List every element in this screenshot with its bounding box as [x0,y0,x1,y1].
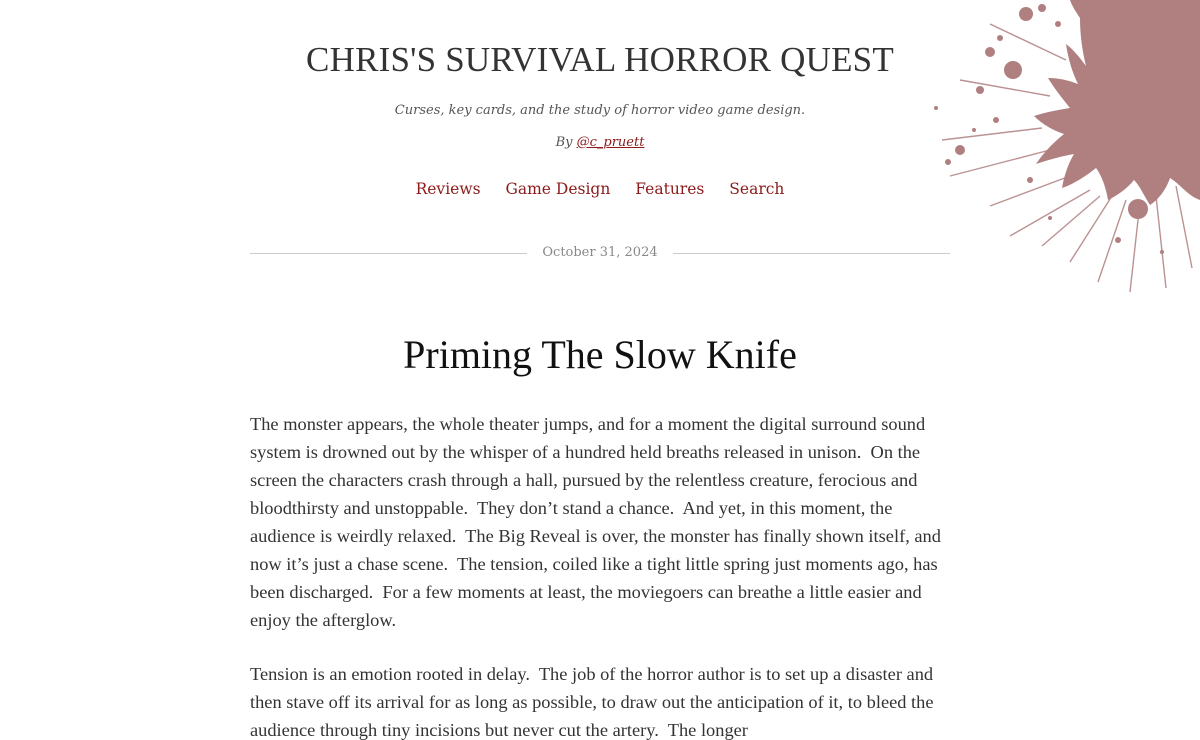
byline [250,133,950,153]
site-title[interactable]: CHRIS'S SURVIVAL HORROR QUEST [306,40,894,79]
divider-right [673,253,950,254]
nav-reviews[interactable]: Reviews [415,180,481,198]
main-nav [250,178,950,200]
post-paragraph: Tension is an emotion rooted in delay. The job of the horror author is to set up a disaster and then stave off its arrival for as long as possible, to draw out the anticipation of it, to bleed the audience through tiny incisions but never cut the artery. The longer [250,664,934,740]
post-date: October 31, 2024 [542,245,658,260]
site-tagline: Curses, key cards, and the study of horror video game design. [394,103,806,118]
blood-splatter-decoration [930,0,1200,295]
post-paragraph: The monster appears, the whole theater jumps, and for a moment the digital surround sound system is drowned out by the whisper of a hundred held breaths released in unison. On the screen the characters crash through a hall, pursued by the relentless creature, ferocious and bloodthirsty and unstoppable. They don’t stand a chance. And yet, in this moment, the audience is weirdly relaxed. The Big Reveal is over, the monster has finally shown itself, and now it’s just a chase scene. The tension, coiled like a tight little spring just moments ago, has been discharged. For a few moments at least, the moviegoers can breathe a little easier and enjoy the afterglow. [250,414,941,630]
post-title[interactable]: Priming The Slow Knife [403,332,797,377]
nav-search[interactable]: Search [729,180,785,198]
nav-features[interactable]: Features [635,180,705,198]
byline-prefix: By [555,135,577,150]
author-link[interactable]: @c_pruett [576,135,645,150]
post-body [250,410,950,740]
post-date-row [250,242,950,264]
nav-game-design[interactable]: Game Design [505,180,611,198]
